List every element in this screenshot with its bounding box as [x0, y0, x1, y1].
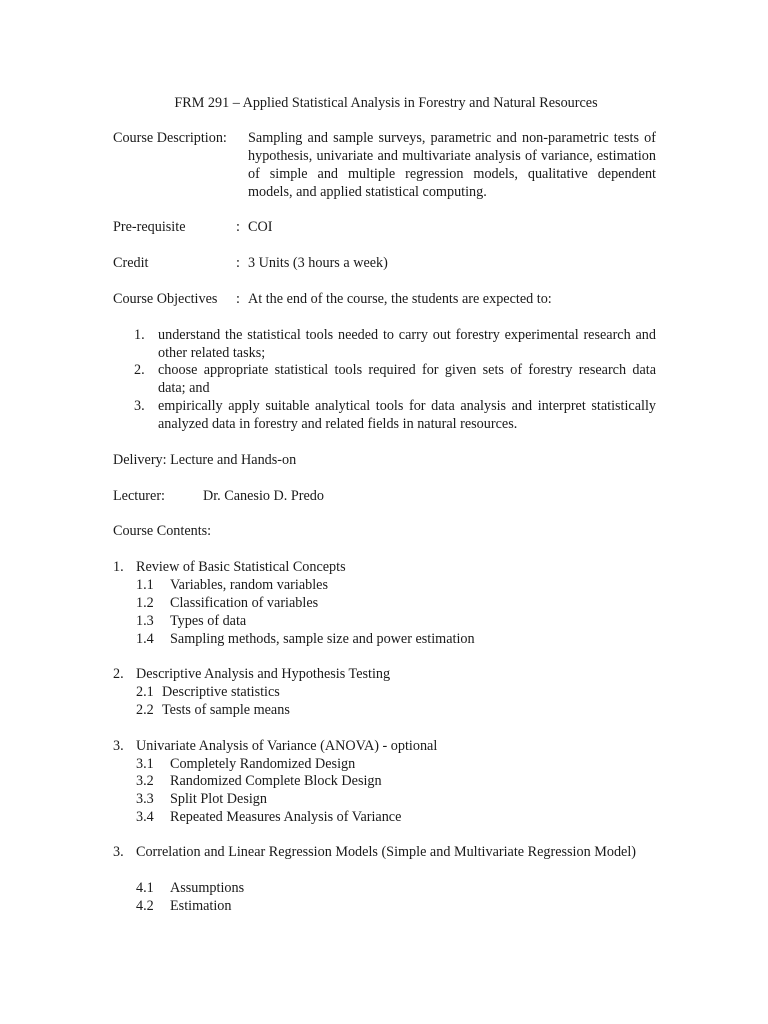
subsection-number: 2.2	[136, 702, 154, 718]
subsection-number: 1.4	[136, 631, 154, 647]
objectives-intro: At the end of the course, the students are expected to:	[248, 291, 552, 307]
subsection-title: Repeated Measures Analysis of Variance	[170, 809, 402, 825]
subsection-title: Variables, random variables	[170, 577, 328, 593]
section-number: 1.	[113, 559, 124, 575]
delivery-line: Delivery: Lecture and Hands-on	[113, 452, 297, 468]
prerequisite-value: COI	[248, 219, 273, 235]
contents-heading: Course Contents:	[113, 523, 212, 539]
lecturer-label: Lecturer:	[113, 488, 165, 504]
objectives-label: Course Objectives	[113, 291, 218, 307]
subsection-number: 1.2	[136, 595, 154, 611]
objective-number: 2.	[134, 362, 145, 378]
subsection-number: 3.1	[136, 756, 154, 772]
subsection-number: 1.3	[136, 613, 154, 629]
objective-text: empirically apply suitable analytical tools for data analysis and interpret statistically analyzed data in forestry and related fields in natural resources.	[158, 398, 656, 432]
credit-colon: :	[236, 255, 240, 271]
objective-text: choose appropriate statistical tools required for given sets of forestry research data data; and	[158, 362, 656, 396]
prerequisite-label: Pre-requisite	[113, 219, 186, 235]
section-title: Review of Basic Statistical Concepts	[136, 559, 346, 575]
prerequisite-colon: :	[236, 219, 240, 235]
credit-value: 3 Units (3 hours a week)	[248, 255, 388, 271]
subsection-title: Randomized Complete Block Design	[170, 773, 382, 789]
lecturer-name: Dr. Canesio D. Predo	[203, 488, 324, 504]
course-description-text: Sampling and sample surveys, parametric and non-parametric tests of hypothesis, univariate and multivariate analysis of variance, estimation of simple and multiple regression models, qualitative dependent models, and applied statistical computing.	[248, 130, 656, 200]
objective-number: 3.	[134, 398, 145, 414]
section-number: 3.	[113, 844, 124, 860]
objective-text: understand the statistical tools needed to carry out forestry experimental research and other related tasks;	[158, 327, 656, 361]
subsection-title: Split Plot Design	[170, 791, 267, 807]
credit-label: Credit	[113, 255, 149, 271]
course-description-label: Course Description:	[113, 130, 227, 146]
subsection-title: Sampling methods, sample size and power estimation	[170, 631, 475, 647]
section-number: 3.	[113, 738, 124, 754]
section-title: Correlation and Linear Regression Models (Simple and Multivariate Regression Model)	[136, 844, 636, 860]
subsection-number: 4.1	[136, 880, 154, 896]
subsection-title: Tests of sample means	[162, 702, 290, 718]
section-title: Descriptive Analysis and Hypothesis Testing	[136, 666, 391, 682]
subsection-title: Completely Randomized Design	[170, 756, 356, 772]
subsection-title: Assumptions	[170, 880, 245, 896]
subsection-number: 4.2	[136, 898, 154, 914]
subsection-title: Descriptive statistics	[162, 684, 280, 700]
subsection-title: Estimation	[170, 898, 232, 914]
subsection-title: Classification of variables	[170, 595, 319, 611]
subsection-title: Types of data	[170, 613, 247, 629]
subsection-number: 3.2	[136, 773, 154, 789]
subsection-number: 3.4	[136, 809, 154, 825]
section-title: Univariate Analysis of Variance (ANOVA) - optional	[136, 738, 438, 754]
course-title: FRM 291 – Applied Statistical Analysis in Forestry and Natural Resources	[174, 95, 598, 111]
subsection-number: 1.1	[136, 577, 154, 593]
objective-number: 1.	[134, 327, 145, 343]
objectives-colon: :	[236, 291, 240, 307]
subsection-number: 2.1	[136, 684, 154, 700]
subsection-number: 3.3	[136, 791, 154, 807]
section-number: 2.	[113, 666, 124, 682]
